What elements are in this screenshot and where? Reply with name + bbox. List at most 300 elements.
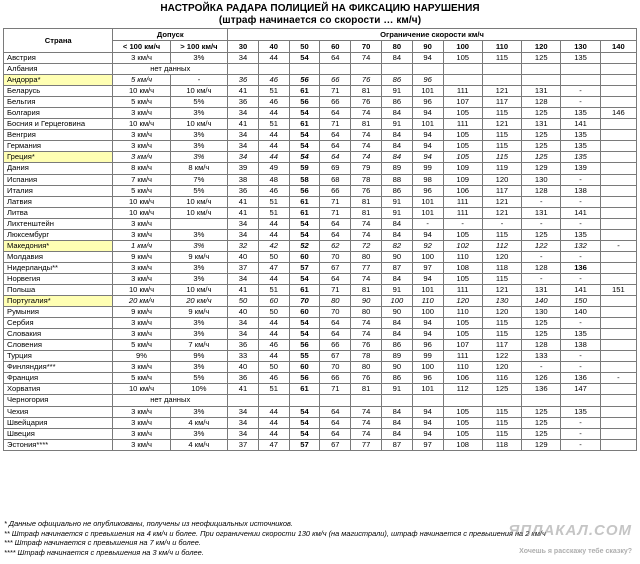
speed-cell-140 — [600, 207, 636, 218]
speed-cell-110: 120 — [482, 251, 521, 262]
speed-cell-60: 64 — [320, 108, 351, 119]
speed-cell-30: 34 — [228, 108, 259, 119]
empty-cell — [228, 64, 259, 75]
country-cell: Венгрия — [4, 130, 113, 141]
speed-cell-140 — [600, 53, 636, 64]
empty-cell — [412, 395, 443, 406]
speed-cell-90: 99 — [412, 163, 443, 174]
speed-cell-30: 36 — [228, 97, 259, 108]
speed-cell-70: 80 — [351, 307, 382, 318]
speed-cell-90: 96 — [412, 373, 443, 384]
speed-cell-30: 34 — [228, 53, 259, 64]
tolerance-lt100-cell: 3 км/ч — [113, 152, 170, 163]
speed-cell-60: 64 — [320, 229, 351, 240]
speed-cell-30: 37 — [228, 262, 259, 273]
empty-cell — [412, 64, 443, 75]
country-cell: Финляндия*** — [4, 362, 113, 373]
speed-cell-80: 84 — [381, 218, 412, 229]
speed-cell-110: 119 — [482, 163, 521, 174]
speed-cell-30: 34 — [228, 406, 259, 417]
speed-cell-140 — [600, 340, 636, 351]
empty-cell — [600, 395, 636, 406]
speed-cell-80: 91 — [381, 196, 412, 207]
speed-cell-50: 56 — [289, 340, 320, 351]
speed-cell-130: - — [561, 417, 600, 428]
country-cell: Беларусь — [4, 86, 113, 97]
country-cell: Швейцария — [4, 417, 113, 428]
empty-cell — [258, 64, 289, 75]
tolerance-gt100-cell: 10 км/ч — [170, 196, 227, 207]
table-row — [4, 75, 637, 86]
empty-cell — [600, 64, 636, 75]
speed-cell-140 — [600, 97, 636, 108]
country-cell: Турция — [4, 351, 113, 362]
tolerance-lt100-cell: 5 км/ч — [113, 75, 170, 86]
speed-cell-110: 122 — [482, 351, 521, 362]
speed-cell-30: 34 — [228, 417, 259, 428]
country-cell: Швеция — [4, 428, 113, 439]
speed-cell-140 — [600, 185, 636, 196]
speed-cell-40: 44 — [258, 53, 289, 64]
speed-cell-110: 115 — [482, 130, 521, 141]
tolerance-lt100-cell: 5 км/ч — [113, 185, 170, 196]
speed-cell-60: 70 — [320, 307, 351, 318]
country-cell: Литва — [4, 207, 113, 218]
speed-cell-130: 135 — [561, 229, 600, 240]
speed-cell-130: - — [561, 86, 600, 97]
speed-cell-140 — [600, 262, 636, 273]
speed-cell-30: 50 — [228, 296, 259, 307]
speed-cell-140 — [600, 428, 636, 439]
speed-cell-130: 139 — [561, 163, 600, 174]
empty-cell — [320, 395, 351, 406]
speed-cell-50: 54 — [289, 141, 320, 152]
tolerance-lt100-cell: 8 км/ч — [113, 163, 170, 174]
speed-cell-80: 86 — [381, 340, 412, 351]
speed-cell-100: 105 — [443, 130, 482, 141]
speed-cell-90: 101 — [412, 196, 443, 207]
empty-cell — [522, 64, 561, 75]
speed-cell-80: 91 — [381, 207, 412, 218]
speed-cell-70: 74 — [351, 130, 382, 141]
speed-cell-40: 50 — [258, 307, 289, 318]
speed-cell-30: 41 — [228, 119, 259, 130]
speed-cell-60: 64 — [320, 141, 351, 152]
tolerance-lt100-cell: 3 км/ч — [113, 428, 170, 439]
speed-cell-120: 125 — [522, 417, 561, 428]
speed-cell-100: 111 — [443, 207, 482, 218]
speed-cell-60: 68 — [320, 174, 351, 185]
speed-cell-90: 101 — [412, 86, 443, 97]
speed-cell-100: 111 — [443, 119, 482, 130]
speed-cell-40: 46 — [258, 340, 289, 351]
speed-cell-140 — [600, 384, 636, 395]
speed-cell-140 — [600, 307, 636, 318]
speed-cell-40: 51 — [258, 207, 289, 218]
speed-cell-120: 131 — [522, 207, 561, 218]
speed-cell-120: 125 — [522, 152, 561, 163]
speed-cell-50: 54 — [289, 329, 320, 340]
speed-cell-140 — [600, 251, 636, 262]
speed-cell-70: 80 — [351, 251, 382, 262]
speed-cell-40: 44 — [258, 152, 289, 163]
speed-cell-140 — [600, 229, 636, 240]
tolerance-lt100-cell: 3 км/ч — [113, 329, 170, 340]
speed-cell-40: 44 — [258, 428, 289, 439]
speed-cell-70: 78 — [351, 174, 382, 185]
tolerance-lt100-cell: 3 км/ч — [113, 262, 170, 273]
speed-cell-40: 51 — [258, 119, 289, 130]
table-row — [4, 196, 637, 207]
speed-cell-100: 110 — [443, 307, 482, 318]
speed-cell-30: 41 — [228, 207, 259, 218]
speed-cell-90: 94 — [412, 318, 443, 329]
table-row — [4, 284, 637, 295]
table-row — [4, 207, 637, 218]
empty-cell — [522, 395, 561, 406]
speed-cell-40: 50 — [258, 251, 289, 262]
footnote-2: ** Штраф начинается с превышения на 4 км/ч и более. При ограничении скорости 130 км/ч (на магистрали), штраф начинается с превышения на 2 км/ч — [4, 528, 546, 538]
speed-cell-110: 130 — [482, 296, 521, 307]
speed-cell-140 — [600, 417, 636, 428]
speed-cell-80: 84 — [381, 53, 412, 64]
speed-cell-120: 125 — [522, 329, 561, 340]
speed-cell-40: 51 — [258, 284, 289, 295]
speed-cell-130: - — [561, 318, 600, 329]
table-row — [4, 141, 637, 152]
table-row — [4, 251, 637, 262]
speed-cell-130: 135 — [561, 329, 600, 340]
speed-cell-90: 96 — [412, 75, 443, 86]
speed-cell-70: 80 — [351, 362, 382, 373]
speed-cell-30: 34 — [228, 130, 259, 141]
speed-cell-120: 131 — [522, 86, 561, 97]
speed-cell-70: 72 — [351, 240, 382, 251]
country-cell: Люксембург — [4, 229, 113, 240]
header-speed-60: 60 — [320, 41, 351, 53]
speed-cell-90: 96 — [412, 185, 443, 196]
tolerance-gt100-cell — [170, 218, 227, 229]
speed-cell-120: 125 — [522, 108, 561, 119]
empty-cell — [351, 64, 382, 75]
speed-cell-140 — [600, 86, 636, 97]
speed-cell-120: 140 — [522, 296, 561, 307]
tolerance-gt100-cell: 9 км/ч — [170, 251, 227, 262]
speed-cell-120: 128 — [522, 185, 561, 196]
country-cell: Латвия — [4, 196, 113, 207]
speed-cell-70: 78 — [351, 351, 382, 362]
speed-cell-100: 109 — [443, 174, 482, 185]
speed-cell-60: 70 — [320, 251, 351, 262]
speed-cell-120 — [522, 75, 561, 86]
speed-cell-130: 135 — [561, 130, 600, 141]
speed-cell-80: 91 — [381, 384, 412, 395]
speed-cell-100: 102 — [443, 240, 482, 251]
speed-cell-100: 111 — [443, 284, 482, 295]
speed-cell-30: 34 — [228, 318, 259, 329]
tolerance-gt100-cell: 3% — [170, 273, 227, 284]
tolerance-lt100-cell: 10 км/ч — [113, 284, 170, 295]
speed-cell-50: 61 — [289, 196, 320, 207]
speed-cell-70: 74 — [351, 273, 382, 284]
empty-cell — [381, 395, 412, 406]
tolerance-lt100-cell: 10 км/ч — [113, 207, 170, 218]
speed-cell-130: 140 — [561, 307, 600, 318]
tolerance-lt100-cell: 10 км/ч — [113, 384, 170, 395]
tolerance-gt100-cell: 3% — [170, 406, 227, 417]
table-row — [4, 53, 637, 64]
speed-cell-120: - — [522, 251, 561, 262]
speed-cell-130: 141 — [561, 284, 600, 295]
speed-cell-130: - — [561, 439, 600, 450]
speed-cell-90: 94 — [412, 273, 443, 284]
speed-cell-60: 64 — [320, 428, 351, 439]
speed-cell-70: 79 — [351, 163, 382, 174]
speed-cell-140 — [600, 174, 636, 185]
header-speed-110: 110 — [482, 41, 521, 53]
table-row — [4, 174, 637, 185]
tolerance-gt100-cell: 10 км/ч — [170, 207, 227, 218]
speed-cell-70: 74 — [351, 318, 382, 329]
table-row — [4, 229, 637, 240]
speed-cell-90: 94 — [412, 130, 443, 141]
country-cell: Македония* — [4, 240, 113, 251]
speed-cell-40: 51 — [258, 384, 289, 395]
speed-cell-40: 60 — [258, 296, 289, 307]
table-row — [4, 428, 637, 439]
speed-cell-90: 97 — [412, 262, 443, 273]
speed-cell-100: 105 — [443, 53, 482, 64]
speed-cell-40: 44 — [258, 108, 289, 119]
speed-cell-70: 74 — [351, 141, 382, 152]
speed-cell-100: - — [443, 218, 482, 229]
table-row — [4, 351, 637, 362]
footnote-1: * Данные официально не опубликованы, получены из неофициальных источников. — [4, 519, 293, 528]
speed-cell-90: - — [412, 218, 443, 229]
speed-cell-130: 141 — [561, 119, 600, 130]
tolerance-gt100-cell: 3% — [170, 329, 227, 340]
speed-cell-110: 117 — [482, 97, 521, 108]
speed-cell-40: 46 — [258, 97, 289, 108]
header-speed-140: 140 — [600, 41, 636, 53]
speed-cell-100: 111 — [443, 196, 482, 207]
speed-cell-110: 117 — [482, 185, 521, 196]
speed-cell-120: 129 — [522, 163, 561, 174]
table-row — [4, 417, 637, 428]
empty-cell — [443, 64, 482, 75]
tolerance-gt100-cell: 4 км/ч — [170, 439, 227, 450]
speed-cell-60: 64 — [320, 152, 351, 163]
table-row — [4, 395, 637, 406]
speed-cell-70: 76 — [351, 75, 382, 86]
tolerance-lt100-cell: 3 км/ч — [113, 406, 170, 417]
speed-cell-110: 121 — [482, 119, 521, 130]
header-country: Страна — [4, 29, 113, 53]
speed-cell-120: 130 — [522, 174, 561, 185]
tolerance-gt100-cell: 10% — [170, 384, 227, 395]
country-cell: Румыния — [4, 307, 113, 318]
speed-cell-30: 34 — [228, 218, 259, 229]
tolerance-lt100-cell: 3 км/ч — [113, 273, 170, 284]
speed-cell-40: 44 — [258, 273, 289, 284]
speed-cell-130: - — [561, 362, 600, 373]
country-cell: Андорра* — [4, 75, 113, 86]
tolerance-lt100-cell: 3 км/ч — [113, 218, 170, 229]
speed-cell-80: 91 — [381, 119, 412, 130]
speed-cell-80: 84 — [381, 229, 412, 240]
tolerance-lt100-cell: 5 км/ч — [113, 340, 170, 351]
speed-cell-100: 105 — [443, 417, 482, 428]
speed-cell-70: 74 — [351, 417, 382, 428]
country-cell: Испания — [4, 174, 113, 185]
speed-cell-80: 84 — [381, 428, 412, 439]
table-row — [4, 185, 637, 196]
table-row — [4, 262, 637, 273]
speed-cell-30: 34 — [228, 141, 259, 152]
document-title — [0, 3, 640, 27]
speed-cell-30: 36 — [228, 75, 259, 86]
empty-cell — [351, 395, 382, 406]
tolerance-gt100-cell: 5% — [170, 97, 227, 108]
speed-cell-80: 84 — [381, 273, 412, 284]
speed-cell-80: 87 — [381, 439, 412, 450]
speed-cell-100: 112 — [443, 384, 482, 395]
speed-cell-40: 44 — [258, 406, 289, 417]
table-row — [4, 439, 637, 450]
speed-cell-80: 90 — [381, 251, 412, 262]
speed-cell-130: - — [561, 218, 600, 229]
speed-cell-100: 105 — [443, 108, 482, 119]
speed-cell-130: - — [561, 251, 600, 262]
table-row — [4, 130, 637, 141]
speed-cell-100: 108 — [443, 262, 482, 273]
speed-cell-110: 121 — [482, 196, 521, 207]
speed-cell-70: 81 — [351, 384, 382, 395]
country-cell: Нидерланды** — [4, 262, 113, 273]
empty-cell — [258, 395, 289, 406]
speed-cell-120: - — [522, 273, 561, 284]
speed-cell-30: 37 — [228, 439, 259, 450]
speed-cell-90: 100 — [412, 307, 443, 318]
speed-cell-50: 61 — [289, 207, 320, 218]
speed-cell-30: 36 — [228, 373, 259, 384]
speed-cell-90: 92 — [412, 240, 443, 251]
country-cell: Чехия — [4, 406, 113, 417]
speed-cell-60: 64 — [320, 318, 351, 329]
country-cell: Лихтенштейн — [4, 218, 113, 229]
speed-cell-60: 64 — [320, 329, 351, 340]
speed-cell-50: 58 — [289, 174, 320, 185]
speed-cell-40: 44 — [258, 351, 289, 362]
speed-cell-90: 100 — [412, 251, 443, 262]
speed-cell-50: 54 — [289, 273, 320, 284]
speed-cell-110: 115 — [482, 141, 521, 152]
speed-cell-130: - — [561, 97, 600, 108]
speed-cell-70: 74 — [351, 329, 382, 340]
header-speed-90: 90 — [412, 41, 443, 53]
tolerance-gt100-cell: 3% — [170, 130, 227, 141]
tolerance-gt100-cell: 3% — [170, 428, 227, 439]
speed-cell-50: 60 — [289, 307, 320, 318]
speed-cell-130: 135 — [561, 152, 600, 163]
speed-cell-50: 56 — [289, 97, 320, 108]
speed-cell-50: 54 — [289, 108, 320, 119]
tolerance-gt100-cell: 10 км/ч — [170, 119, 227, 130]
speed-cell-50: 54 — [289, 318, 320, 329]
speed-cell-80: 87 — [381, 262, 412, 273]
footnote-4: **** Штраф начинается с превышения на 3 км/ч и более. — [4, 547, 204, 557]
speed-cell-30: 41 — [228, 384, 259, 395]
speed-cell-110: 112 — [482, 240, 521, 251]
speed-cell-100: 120 — [443, 296, 482, 307]
speed-cell-70: 76 — [351, 185, 382, 196]
no-data-cell: нет данных — [113, 395, 228, 406]
tolerance-lt100-cell: 5 км/ч — [113, 97, 170, 108]
speed-cell-50: 55 — [289, 351, 320, 362]
speed-cell-140 — [600, 218, 636, 229]
empty-cell — [228, 395, 259, 406]
header-speed-120: 120 — [522, 41, 561, 53]
speed-cell-30: 41 — [228, 86, 259, 97]
header-speed-50: 50 — [289, 41, 320, 53]
header-tolerance: Допуск — [113, 29, 228, 41]
speed-cell-110: 115 — [482, 152, 521, 163]
empty-cell — [443, 395, 482, 406]
speed-cell-90: 94 — [412, 141, 443, 152]
table-body — [4, 53, 637, 451]
speed-cell-90: 101 — [412, 284, 443, 295]
tolerance-gt100-cell: 3% — [170, 318, 227, 329]
speed-cell-60: 71 — [320, 207, 351, 218]
header-speed-limit: Ограничение скорости км/ч — [228, 29, 637, 41]
country-cell: Австрия — [4, 53, 113, 64]
tolerance-lt100-cell: 1 км/ч — [113, 240, 170, 251]
speed-cell-60: 67 — [320, 262, 351, 273]
empty-cell — [320, 64, 351, 75]
header-speed-70: 70 — [351, 41, 382, 53]
speed-cell-110: - — [482, 218, 521, 229]
tolerance-lt100-cell: 3 км/ч — [113, 108, 170, 119]
tolerance-lt100-cell: 3 км/ч — [113, 229, 170, 240]
speed-cell-40: 46 — [258, 75, 289, 86]
speed-cell-140 — [600, 152, 636, 163]
speed-cell-120: 125 — [522, 318, 561, 329]
country-cell: Албания — [4, 64, 113, 75]
speed-cell-80: 84 — [381, 108, 412, 119]
tolerance-gt100-cell: 3% — [170, 53, 227, 64]
empty-cell — [289, 64, 320, 75]
table-row — [4, 329, 637, 340]
speed-cell-140: 151 — [600, 284, 636, 295]
speed-cell-120: 125 — [522, 53, 561, 64]
watermark-slogan: Хочешь я расскажу тебе сказку? — [519, 548, 632, 555]
speed-cell-100: 105 — [443, 406, 482, 417]
country-cell: Болгария — [4, 108, 113, 119]
speed-cell-60: 71 — [320, 86, 351, 97]
header-tol-lt100: < 100 км/ч — [113, 41, 170, 53]
speed-cell-80: 90 — [381, 362, 412, 373]
speed-cell-30: 36 — [228, 340, 259, 351]
speed-cell-70: 74 — [351, 218, 382, 229]
speed-cell-140 — [600, 439, 636, 450]
tolerance-lt100-cell: 9% — [113, 351, 170, 362]
speed-cell-110: 116 — [482, 373, 521, 384]
speed-cell-50: 70 — [289, 296, 320, 307]
speed-cell-120: 131 — [522, 284, 561, 295]
table-row — [4, 340, 637, 351]
speed-cell-120: 136 — [522, 384, 561, 395]
speed-cell-100: 109 — [443, 163, 482, 174]
